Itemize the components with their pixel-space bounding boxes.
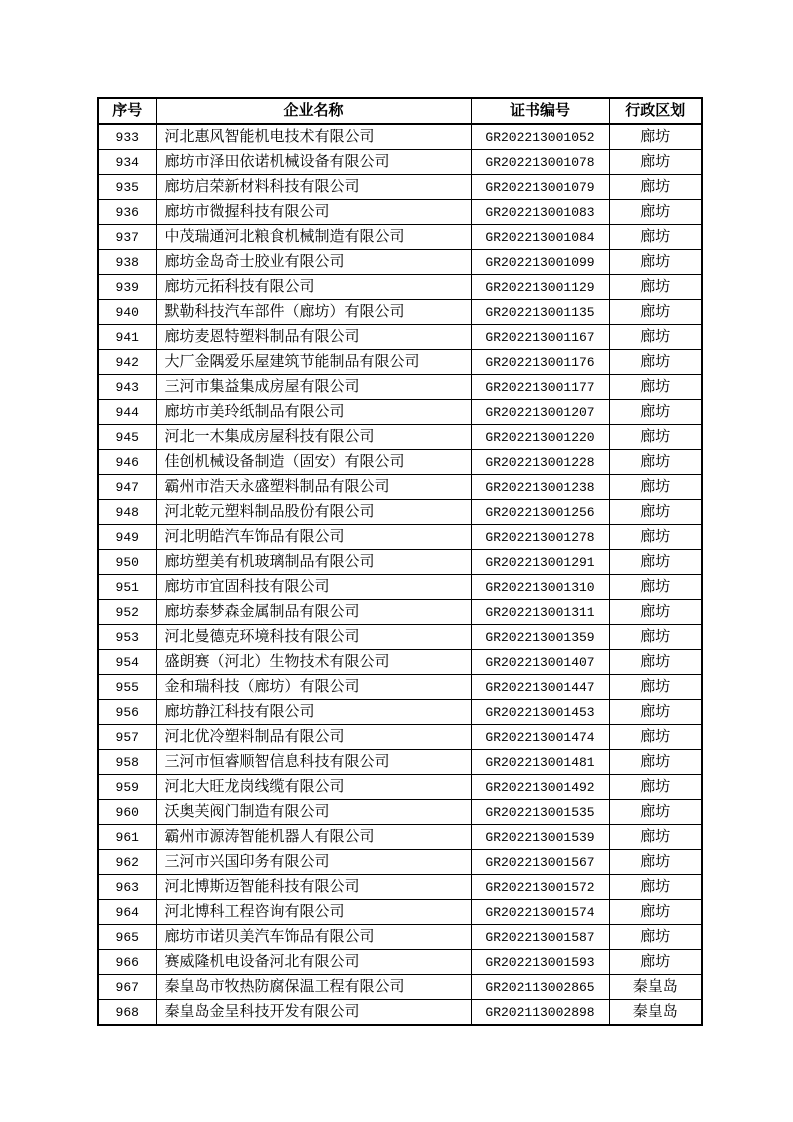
cell-company-name: 廊坊静江科技有限公司 <box>156 700 471 725</box>
table-row <box>98 325 702 350</box>
cell-company-name: 河北博科工程咨询有限公司 <box>156 900 471 925</box>
cell-certificate-no: GR202213001567 <box>471 850 609 875</box>
cell-certificate-no: GR202213001129 <box>471 275 609 300</box>
cell-certificate-no: GR202213001083 <box>471 200 609 225</box>
cell-region: 廊坊 <box>609 124 702 150</box>
cell-company-name: 赛威隆机电设备河北有限公司 <box>156 950 471 975</box>
cell-certificate-no: GR202213001311 <box>471 600 609 625</box>
table-row <box>98 150 702 175</box>
cell-region: 廊坊 <box>609 575 702 600</box>
cell-region: 廊坊 <box>609 400 702 425</box>
table-row <box>98 225 702 250</box>
cell-serial: 963 <box>98 875 156 900</box>
table-row <box>98 975 702 1000</box>
table-row <box>98 675 702 700</box>
table-row <box>98 475 702 500</box>
cell-serial: 940 <box>98 300 156 325</box>
cell-company-name: 霸州市浩天永盛塑料制品有限公司 <box>156 475 471 500</box>
cell-region: 廊坊 <box>609 625 702 650</box>
cell-certificate-no: GR202113002865 <box>471 975 609 1000</box>
table-row <box>98 375 702 400</box>
cell-company-name: 廊坊金岛奇士胶业有限公司 <box>156 250 471 275</box>
certificate-table <box>97 97 703 1026</box>
cell-certificate-no: GR202213001052 <box>471 124 609 150</box>
cell-serial: 937 <box>98 225 156 250</box>
cell-certificate-no: GR202213001407 <box>471 650 609 675</box>
cell-region: 廊坊 <box>609 425 702 450</box>
cell-company-name: 河北明皓汽车饰品有限公司 <box>156 525 471 550</box>
cell-region: 廊坊 <box>609 175 702 200</box>
cell-region: 廊坊 <box>609 350 702 375</box>
table-row <box>98 525 702 550</box>
cell-company-name: 霸州市源涛智能机器人有限公司 <box>156 825 471 850</box>
cell-certificate-no: GR202213001291 <box>471 550 609 575</box>
cell-certificate-no: GR202213001256 <box>471 500 609 525</box>
table-row <box>98 500 702 525</box>
cell-region: 廊坊 <box>609 725 702 750</box>
cell-company-name: 廊坊市微握科技有限公司 <box>156 200 471 225</box>
cell-company-name: 廊坊元拓科技有限公司 <box>156 275 471 300</box>
table-row <box>98 550 702 575</box>
cell-serial: 934 <box>98 150 156 175</box>
cell-certificate-no: GR202213001176 <box>471 350 609 375</box>
cell-certificate-no: GR202213001167 <box>471 325 609 350</box>
table-row <box>98 700 702 725</box>
cell-serial: 947 <box>98 475 156 500</box>
cell-certificate-no: GR202213001572 <box>471 875 609 900</box>
cell-certificate-no: GR202213001238 <box>471 475 609 500</box>
cell-company-name: 佳创机械设备制造（固安）有限公司 <box>156 450 471 475</box>
cell-company-name: 默勒科技汽车部件（廊坊）有限公司 <box>156 300 471 325</box>
cell-company-name: 河北大旺龙岗线缆有限公司 <box>156 775 471 800</box>
cell-company-name: 廊坊麦恩特塑料制品有限公司 <box>156 325 471 350</box>
cell-certificate-no: GR202213001474 <box>471 725 609 750</box>
cell-region: 廊坊 <box>609 450 702 475</box>
table-row <box>98 250 702 275</box>
table-row <box>98 825 702 850</box>
table-row <box>98 925 702 950</box>
table-row <box>98 950 702 975</box>
cell-certificate-no: GR202213001207 <box>471 400 609 425</box>
cell-serial: 936 <box>98 200 156 225</box>
cell-company-name: 廊坊泰梦森金属制品有限公司 <box>156 600 471 625</box>
cell-serial: 968 <box>98 1000 156 1026</box>
cell-region: 廊坊 <box>609 700 702 725</box>
cell-serial: 945 <box>98 425 156 450</box>
cell-region: 廊坊 <box>609 500 702 525</box>
cell-company-name: 廊坊启荣新材料科技有限公司 <box>156 175 471 200</box>
table-row <box>98 900 702 925</box>
cell-serial: 949 <box>98 525 156 550</box>
cell-serial: 962 <box>98 850 156 875</box>
cell-region: 廊坊 <box>609 950 702 975</box>
cell-region: 秦皇岛 <box>609 1000 702 1026</box>
cell-company-name: 盛朗赛（河北）生物技术有限公司 <box>156 650 471 675</box>
cell-company-name: 三河市集益集成房屋有限公司 <box>156 375 471 400</box>
cell-region: 廊坊 <box>609 925 702 950</box>
cell-certificate-no: GR202213001099 <box>471 250 609 275</box>
cell-serial: 943 <box>98 375 156 400</box>
cell-region: 廊坊 <box>609 875 702 900</box>
cell-certificate-no: GR202213001079 <box>471 175 609 200</box>
cell-certificate-no: GR202113002898 <box>471 1000 609 1026</box>
cell-certificate-no: GR202213001539 <box>471 825 609 850</box>
cell-region: 廊坊 <box>609 475 702 500</box>
cell-certificate-no: GR202213001310 <box>471 575 609 600</box>
table-row <box>98 725 702 750</box>
cell-region: 廊坊 <box>609 275 702 300</box>
table-row <box>98 425 702 450</box>
table-row <box>98 875 702 900</box>
table-row <box>98 750 702 775</box>
cell-company-name: 廊坊塑美有机玻璃制品有限公司 <box>156 550 471 575</box>
table-row <box>98 124 702 150</box>
cell-serial: 966 <box>98 950 156 975</box>
table-row <box>98 275 702 300</box>
cell-certificate-no: GR202213001574 <box>471 900 609 925</box>
cell-region: 廊坊 <box>609 750 702 775</box>
cell-serial: 954 <box>98 650 156 675</box>
cell-serial: 933 <box>98 124 156 150</box>
cell-certificate-no: GR202213001220 <box>471 425 609 450</box>
cell-region: 廊坊 <box>609 375 702 400</box>
cell-region: 廊坊 <box>609 800 702 825</box>
cell-certificate-no: GR202213001228 <box>471 450 609 475</box>
cell-serial: 935 <box>98 175 156 200</box>
cell-company-name: 河北一木集成房屋科技有限公司 <box>156 425 471 450</box>
cell-region: 廊坊 <box>609 825 702 850</box>
cell-serial: 948 <box>98 500 156 525</box>
table-row <box>98 350 702 375</box>
table-row <box>98 400 702 425</box>
table-row <box>98 1000 702 1026</box>
cell-company-name: 秦皇岛市牧热防腐保温工程有限公司 <box>156 975 471 1000</box>
cell-serial: 939 <box>98 275 156 300</box>
cell-region: 廊坊 <box>609 650 702 675</box>
cell-company-name: 三河市恒睿顺智信息科技有限公司 <box>156 750 471 775</box>
cell-serial: 950 <box>98 550 156 575</box>
table-row <box>98 300 702 325</box>
cell-region: 廊坊 <box>609 600 702 625</box>
table-row <box>98 575 702 600</box>
cell-company-name: 河北优冷塑料制品有限公司 <box>156 725 471 750</box>
cell-region: 廊坊 <box>609 675 702 700</box>
col-header-region: 行政区划 <box>609 98 702 124</box>
table-row <box>98 650 702 675</box>
table-row <box>98 450 702 475</box>
cell-serial: 955 <box>98 675 156 700</box>
cell-company-name: 廊坊市美玲纸制品有限公司 <box>156 400 471 425</box>
cell-company-name: 河北博斯迈智能科技有限公司 <box>156 875 471 900</box>
cell-region: 廊坊 <box>609 250 702 275</box>
cell-serial: 953 <box>98 625 156 650</box>
cell-company-name: 廊坊市泽田依诺机械设备有限公司 <box>156 150 471 175</box>
cell-certificate-no: GR202213001447 <box>471 675 609 700</box>
col-header-serial: 序号 <box>98 98 156 124</box>
cell-serial: 959 <box>98 775 156 800</box>
cell-serial: 946 <box>98 450 156 475</box>
cell-region: 廊坊 <box>609 325 702 350</box>
cell-certificate-no: GR202213001135 <box>471 300 609 325</box>
cell-certificate-no: GR202213001587 <box>471 925 609 950</box>
cell-region: 廊坊 <box>609 300 702 325</box>
cell-region: 廊坊 <box>609 150 702 175</box>
cell-region: 廊坊 <box>609 900 702 925</box>
cell-company-name: 廊坊市宜固科技有限公司 <box>156 575 471 600</box>
cell-company-name: 河北乾元塑料制品股份有限公司 <box>156 500 471 525</box>
cell-region: 廊坊 <box>609 550 702 575</box>
cell-company-name: 廊坊市诺贝美汽车饰品有限公司 <box>156 925 471 950</box>
cell-serial: 944 <box>98 400 156 425</box>
cell-company-name: 大厂金隅爱乐屋建筑节能制品有限公司 <box>156 350 471 375</box>
cell-certificate-no: GR202213001078 <box>471 150 609 175</box>
cell-region: 廊坊 <box>609 225 702 250</box>
table-row <box>98 850 702 875</box>
cell-serial: 961 <box>98 825 156 850</box>
cell-certificate-no: GR202213001492 <box>471 775 609 800</box>
cell-certificate-no: GR202213001481 <box>471 750 609 775</box>
table-header-row <box>98 98 702 124</box>
cell-serial: 958 <box>98 750 156 775</box>
table-row <box>98 600 702 625</box>
cell-company-name: 秦皇岛金呈科技开发有限公司 <box>156 1000 471 1026</box>
cell-region: 廊坊 <box>609 775 702 800</box>
col-header-company-name: 企业名称 <box>156 98 471 124</box>
cell-region: 廊坊 <box>609 850 702 875</box>
table-row <box>98 175 702 200</box>
cell-company-name: 金和瑞科技（廊坊）有限公司 <box>156 675 471 700</box>
cell-serial: 956 <box>98 700 156 725</box>
cell-certificate-no: GR202213001278 <box>471 525 609 550</box>
cell-serial: 967 <box>98 975 156 1000</box>
cell-company-name: 河北惠风智能机电技术有限公司 <box>156 124 471 150</box>
cell-serial: 957 <box>98 725 156 750</box>
table-row <box>98 625 702 650</box>
cell-serial: 942 <box>98 350 156 375</box>
cell-company-name: 中茂瑞通河北粮食机械制造有限公司 <box>156 225 471 250</box>
cell-company-name: 沃奥芙阀门制造有限公司 <box>156 800 471 825</box>
table-row <box>98 200 702 225</box>
cell-serial: 964 <box>98 900 156 925</box>
cell-serial: 965 <box>98 925 156 950</box>
cell-serial: 941 <box>98 325 156 350</box>
cell-certificate-no: GR202213001177 <box>471 375 609 400</box>
cell-serial: 952 <box>98 600 156 625</box>
cell-region: 廊坊 <box>609 525 702 550</box>
cell-serial: 960 <box>98 800 156 825</box>
cell-company-name: 三河市兴国印务有限公司 <box>156 850 471 875</box>
cell-certificate-no: GR202213001453 <box>471 700 609 725</box>
cell-company-name: 河北曼德克环境科技有限公司 <box>156 625 471 650</box>
table-row <box>98 800 702 825</box>
table-row <box>98 775 702 800</box>
cell-certificate-no: GR202213001084 <box>471 225 609 250</box>
col-header-certificate-no: 证书编号 <box>471 98 609 124</box>
cell-region: 廊坊 <box>609 200 702 225</box>
cell-serial: 951 <box>98 575 156 600</box>
cell-serial: 938 <box>98 250 156 275</box>
cell-certificate-no: GR202213001535 <box>471 800 609 825</box>
cell-certificate-no: GR202213001359 <box>471 625 609 650</box>
cell-region: 秦皇岛 <box>609 975 702 1000</box>
cell-certificate-no: GR202213001593 <box>471 950 609 975</box>
